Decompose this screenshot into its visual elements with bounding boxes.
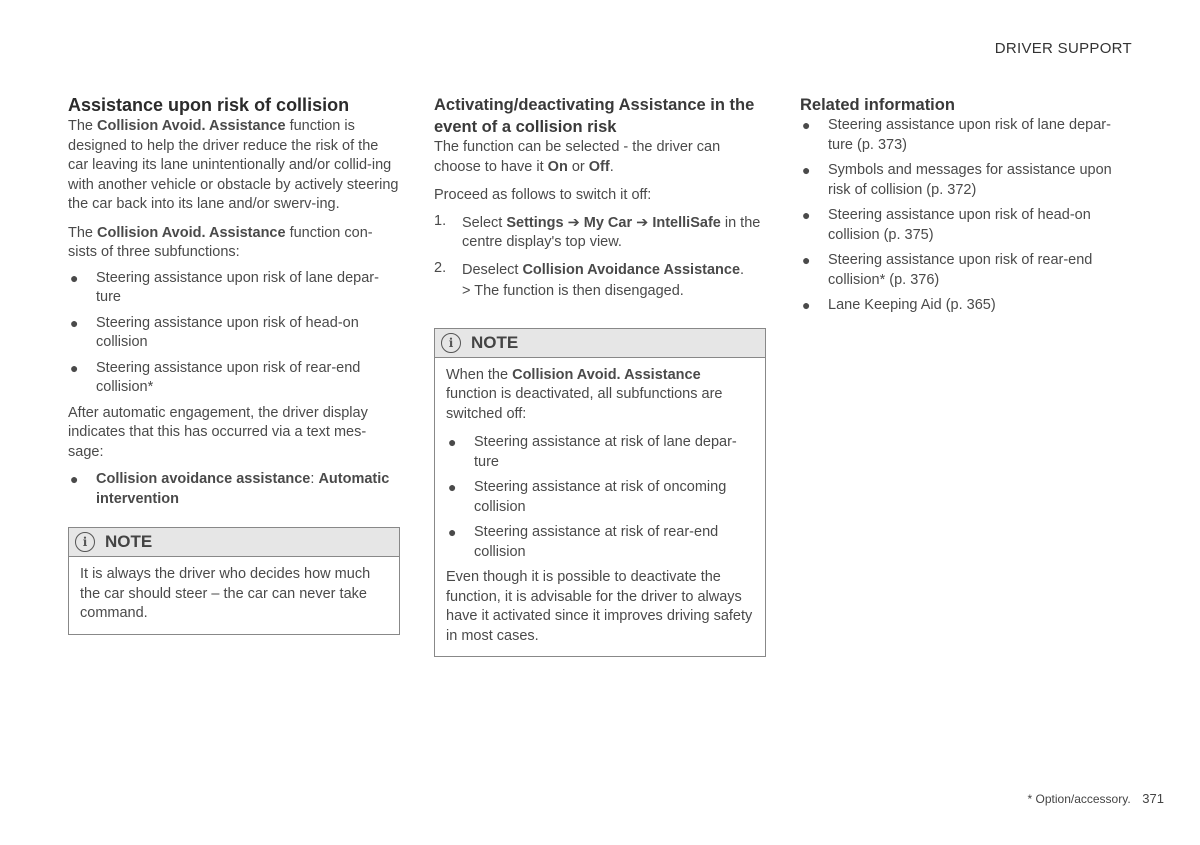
procedure-intro: Proceed as follows to switch it off: xyxy=(434,187,652,203)
subfunction-list xyxy=(68,269,400,398)
bullet-icon: ● xyxy=(70,314,79,331)
list-item: ● Steering assistance upon risk of rear-end collision* xyxy=(70,359,361,395)
step-item: 2. Deselect Collision Avoidance Assistance. xyxy=(434,259,745,278)
note-box xyxy=(434,328,766,658)
list-item: ● Steering assistance upon risk of lane depar-ture xyxy=(70,269,379,305)
bullet-icon: ● xyxy=(70,269,79,286)
list-item: ● Steering assistance at risk of lane depar-ture xyxy=(448,434,737,470)
bullet-icon: ● xyxy=(448,434,457,450)
related-link[interactable]: ● Lane Keeping Aid (p. 365) xyxy=(800,296,1132,316)
message-list xyxy=(68,470,400,509)
list-item: ● Steering assistance upon risk of head-on collision xyxy=(70,314,359,350)
related-link[interactable]: ● Steering assistance upon risk of lane depar-ture (p. 373) xyxy=(802,117,1111,153)
note-text: It is always the driver who decides how much the car should steer – the car can never take command. xyxy=(80,566,371,621)
bullet-icon: ● xyxy=(802,117,811,133)
related-links xyxy=(800,116,1132,316)
related-link[interactable]: ● Steering assistance upon risk of head-on collision (p. 375) xyxy=(802,207,1091,243)
arrow-right-icon: ➔ xyxy=(567,214,580,231)
note-header xyxy=(435,329,765,358)
bullet-icon: ● xyxy=(802,162,811,178)
bullet-icon: ● xyxy=(448,524,457,540)
note-header xyxy=(69,528,399,557)
bullet-icon: ● xyxy=(802,297,811,313)
arrow-right-icon: ➔ xyxy=(636,214,649,231)
step-item: 1. Select Settings ➔ My Car ➔ IntelliSafe in the centre display's top view. xyxy=(434,212,761,250)
section-title: Assistance upon risk of collision xyxy=(68,95,350,115)
note-title: NOTE xyxy=(105,532,153,551)
column-collision-assistance xyxy=(68,94,400,635)
bullet-icon: ● xyxy=(448,479,457,495)
note-title: NOTE xyxy=(471,332,519,352)
option-footnote: * Option/accessory. xyxy=(1027,792,1131,806)
engagement-paragraph: After automatic engagement, the driver display indicates that this has occurred via a text mes-sage: xyxy=(68,404,368,460)
note-text: When the Collision Avoid. Assistance function is deactivated, all subfunctions are switched off: xyxy=(446,366,723,422)
bullet-icon: ● xyxy=(70,359,79,376)
subfunctions-intro: The Collision Avoid. Assistance function con-sists of three subfunctions: xyxy=(68,224,373,260)
note-text: Even though it is possible to deactivate the function, it is advisable for the driver to always have it activated since it improves driving safety in most cases. xyxy=(446,569,753,644)
note-body xyxy=(69,557,399,634)
bullet-icon: ● xyxy=(70,471,79,487)
list-item: ● Steering assistance at risk of rear-end collision xyxy=(448,524,719,560)
info-icon: i xyxy=(441,333,461,353)
section-header: DRIVER SUPPORT xyxy=(994,40,1132,57)
bullet-icon: ● xyxy=(802,207,811,223)
column-activating xyxy=(434,94,766,657)
selection-paragraph: The function can be selected - the driver can choose to have it On or Off. xyxy=(434,139,721,175)
note-body xyxy=(435,358,765,657)
bullet-icon: ● xyxy=(802,252,811,268)
column-related-information xyxy=(800,94,1132,322)
info-icon: i xyxy=(75,532,95,552)
page-number: 371 xyxy=(1142,791,1164,806)
note-box xyxy=(68,527,400,635)
page-footer xyxy=(1028,791,1164,806)
note-list xyxy=(446,433,754,562)
list-item: ● Collision avoidance assistance: Automatic intervention xyxy=(70,471,390,507)
step-result: > The function is then disengaged. xyxy=(462,283,684,299)
related-link[interactable]: ● Steering assistance upon risk of rear-end collision* (p. 376) xyxy=(802,252,1093,288)
section-title: Related information xyxy=(800,96,955,114)
list-item: ● Steering assistance at risk of oncoming collision xyxy=(448,479,727,515)
intro-paragraph: The Collision Avoid. Assistance function is designed to help the driver reduce the risk of the car leaving its lane unintentionally and/or collid-ing with another vehicle or obstacle by actively steering the car back into its lane and/or swerv-ing. xyxy=(68,118,399,212)
related-link[interactable]: ● Symbols and messages for assistance upon risk of collision (p. 372) xyxy=(802,162,1112,198)
procedure-steps xyxy=(434,214,766,281)
section-title: Activating/deactivating Assistance in the event of a collision risk xyxy=(434,96,755,136)
